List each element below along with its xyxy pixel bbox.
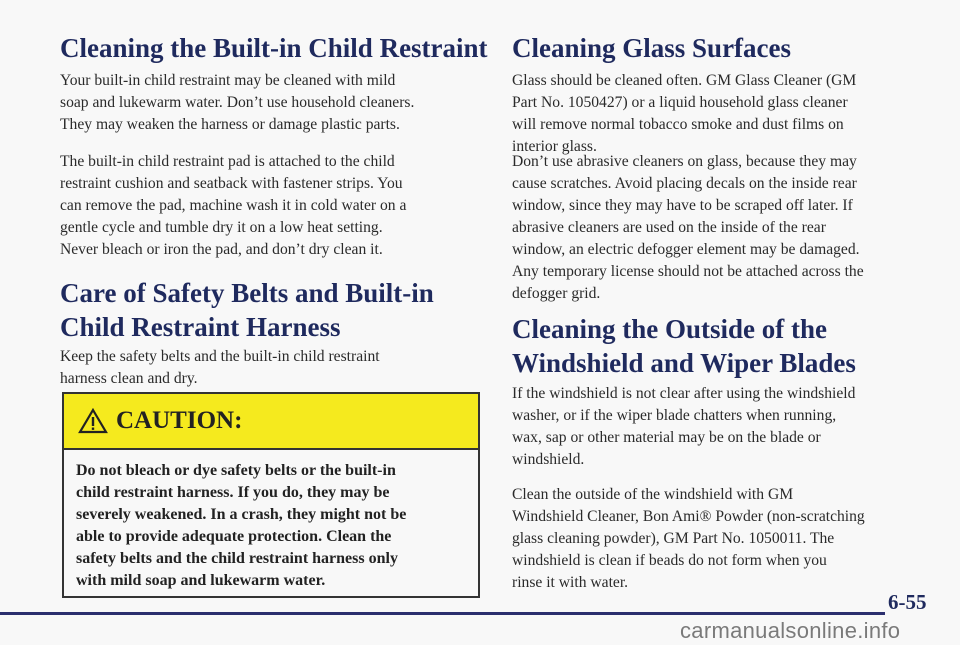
text-line: abrasive cleaners are used on the inside of the rear	[512, 219, 826, 236]
caution-box	[62, 392, 480, 598]
text-line: Cleaning the Outside of the	[512, 314, 828, 344]
text-line: glass cleaning powder), GM Part No. 1050011. The	[512, 530, 835, 547]
text-line: gentle cycle and tumble dry it on a low heat setting.	[60, 219, 383, 236]
text-line: Your built-in child restraint may be cleaned with mild	[60, 72, 396, 89]
text-line: rinse it with water.	[512, 574, 629, 591]
text-line: will remove normal tobacco smoke and dust films on	[512, 116, 844, 133]
text-line: Windshield and Wiper Blades	[512, 348, 856, 378]
text-line: window, an electric defogger element may be damaged.	[512, 241, 860, 258]
paragraph	[512, 484, 865, 594]
caution-body	[64, 450, 478, 592]
text-line: If the windshield is not clear after using the windshield	[512, 385, 856, 402]
text-line: Child Restraint Harness	[60, 312, 341, 342]
text-line: washer, or if the wiper blade chatters when running,	[512, 407, 837, 424]
text-line: Glass should be cleaned often. GM Glass Cleaner (GM	[512, 72, 857, 89]
text-line: Don’t use abrasive cleaners on glass, because they may	[512, 153, 857, 170]
text-line: safety belts and the child restraint harness only	[76, 550, 398, 567]
text-line: defogger grid.	[512, 285, 601, 302]
text-line: with mild soap and lukewarm water.	[76, 572, 326, 589]
text-line: soap and lukewarm water. Don’t use household cleaners.	[60, 94, 415, 111]
warning-triangle-icon	[78, 408, 108, 434]
text-line: restraint cushion and seatback with fastener strips. You	[60, 175, 403, 192]
paragraph	[512, 383, 855, 471]
paragraph	[60, 70, 414, 136]
text-line: Keep the safety belts and the built-in child restraint	[60, 348, 380, 365]
text-line: wax, sap or other material may be on the blade or	[512, 429, 821, 446]
text-line: Do not bleach or dye safety belts or the built-in	[76, 462, 396, 479]
text-line: child restraint harness. If you do, they may be	[76, 484, 390, 501]
text-line: Care of Safety Belts and Built-in	[60, 278, 434, 308]
text-line: The built-in child restraint pad is attached to the child	[60, 153, 395, 170]
text-line: Any temporary license should not be attached across the	[512, 263, 864, 280]
text-line: Clean the outside of the windshield with GM	[512, 486, 794, 503]
text-line: Windshield Cleaner, Bon Ami® Powder (non-scratching	[512, 508, 865, 525]
text-line: cause scratches. Avoid placing decals on the inside rear	[512, 175, 857, 192]
page-number: 6-55	[888, 590, 927, 614]
text-line: severely weakened. In a crash, they might not be	[76, 506, 407, 523]
text-line: Never bleach or iron the pad, and don’t dry clean it.	[60, 241, 383, 258]
text-line: Part No. 1050427) or a liquid household glass cleaner	[512, 94, 848, 111]
section-heading	[512, 312, 856, 380]
text-line: Cleaning the Built-in Child Restraint	[60, 33, 488, 63]
text-line: window, since they may have to be scraped off later. If	[512, 197, 853, 214]
section-heading	[60, 27, 488, 69]
paragraph	[60, 151, 406, 261]
caution-header	[64, 394, 478, 450]
text-line: Cleaning Glass Surfaces	[512, 33, 792, 63]
watermark: carmanualsonline.info	[680, 618, 901, 643]
paragraph	[512, 70, 856, 158]
caution-title: CAUTION:	[116, 407, 243, 434]
text-line: windshield.	[512, 451, 585, 468]
section-heading	[512, 27, 791, 69]
footer-rule	[0, 612, 885, 615]
paragraph	[60, 346, 380, 390]
text-line: able to provide adequate protection. Clean the	[76, 528, 392, 545]
text-line: windshield is clean if beads do not form when you	[512, 552, 827, 569]
paragraph	[512, 151, 864, 305]
text-line: harness clean and dry.	[60, 370, 198, 387]
text-line: They may weaken the harness or damage plastic parts.	[60, 116, 400, 133]
section-heading	[60, 276, 434, 344]
text-line: can remove the pad, machine wash it in cold water on a	[60, 197, 407, 214]
text-line: interior glass.	[512, 138, 597, 155]
